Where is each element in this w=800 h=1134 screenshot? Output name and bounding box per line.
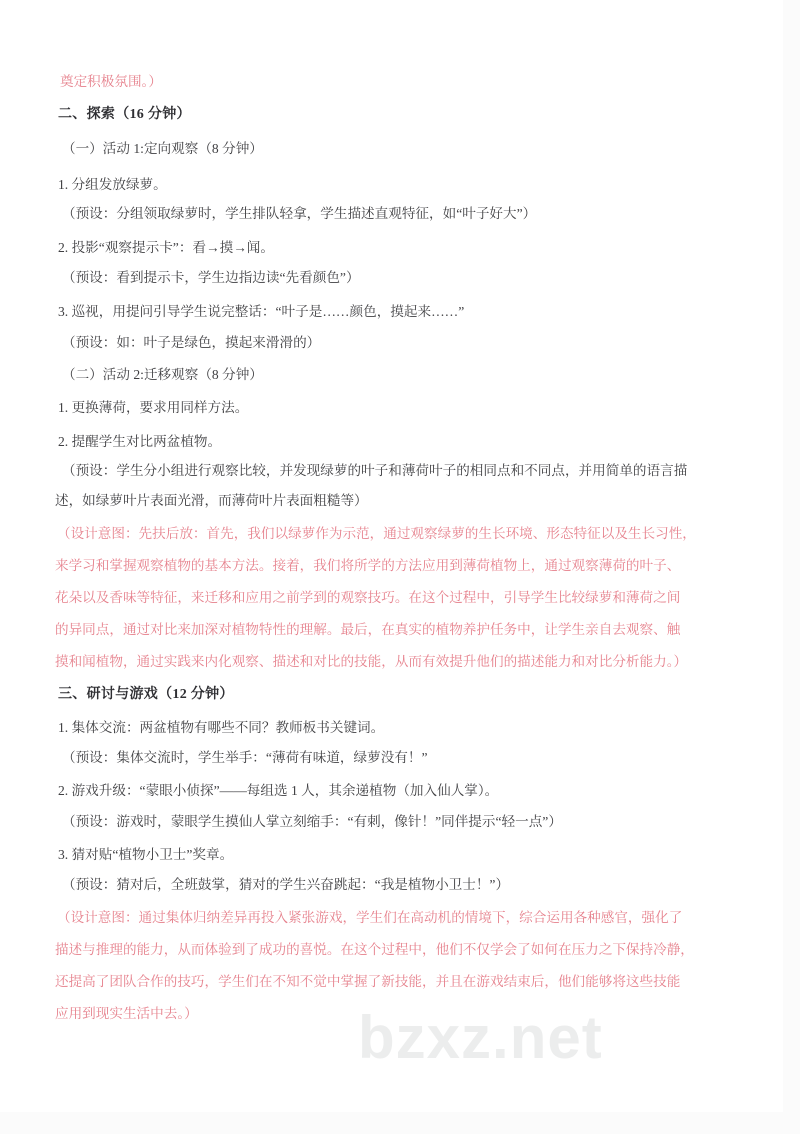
prediction-3-2: （预设：游戏时，蒙眼学生摸仙人掌立刻缩手：“有刺，像针！”同伴提示“轻一点”） (62, 814, 562, 829)
activity-2-title: （二）活动 2:迁移观察（8 分钟） (62, 367, 263, 382)
prediction-2-1-line-1: （预设：学生分小组进行观察比较，并发现绿萝的叶子和薄荷叶子的相同点和不同点，并用简单的语言描 (62, 463, 688, 478)
step-2-1: 1. 更换薄荷，要求用同样方法。 (58, 400, 249, 415)
step-3-3: 3. 猜对贴“植物小卫士”奖章。 (58, 847, 234, 862)
step-2-2: 2. 提醒学生对比两盆植物。 (58, 434, 222, 449)
design-intent-1-line-3: 花朵以及香味等特征，来迁移和应用之前学到的观察技巧。在这个过程中，引导学生比较绿萝和薄荷之间 (55, 590, 681, 605)
design-intent-2-line-1: （设计意图：通过集体归纳差异再投入紧张游戏，学生们在高动机的情境下，综合运用各种感官，强化了 (57, 910, 683, 925)
prediction-2-1-line-2: 述，如绿萝叶片表面光滑，而薄荷叶片表面粗糙等） (55, 493, 368, 508)
design-note-continuation: 奠定积极氛围。） (60, 74, 162, 89)
prediction-1-2: （预设：看到提示卡，学生边指边读“先看颜色”） (62, 270, 360, 285)
step-1-3: 3. 巡视，用提问引导学生说完整话：“叶子是……颜色，摸起来……” (58, 304, 465, 319)
design-intent-1-line-2: 来学习和掌握观察植物的基本方法。接着，我们将所学的方法应用到薄荷植物上，通过观察薄荷的叶子、 (55, 558, 681, 573)
section-heading-discussion-game: 三、研讨与游戏（12 分钟） (58, 687, 234, 702)
step-3-1: 1. 集体交流：两盆植物有哪些不同？教师板书关键词。 (58, 720, 385, 735)
prediction-3-1: （预设：集体交流时，学生举手：“薄荷有味道，绿萝没有！” (62, 750, 428, 765)
step-1-1: 1. 分组发放绿萝。 (58, 177, 167, 192)
step-3-2: 2. 游戏升级：“蒙眼小侦探”——每组选 1 人，其余递植物（加入仙人掌）。 (58, 783, 499, 798)
step-1-2: 2. 投影“观察提示卡”：看→摸→闻。 (58, 240, 274, 255)
design-intent-2-line-4: 应用到现实生活中去。） (55, 1006, 198, 1021)
prediction-1-3: （预设：如：叶子是绿色，摸起来滑滑的） (62, 335, 321, 350)
section-heading-explore: 二、探索（16 分钟） (58, 107, 191, 122)
prediction-1-1: （预设：分组领取绿萝时，学生排队轻拿，学生描述直观特征，如“叶子好大”） (62, 206, 537, 221)
site-watermark: bzxz.net (358, 1004, 603, 1071)
design-intent-1-line-5: 摸和闻植物，通过实践来内化观察、描述和对比的技能，从而有效提升他们的描述能力和对比分析能力。） (55, 654, 688, 669)
prediction-3-3: （预设：猜对后，全班鼓掌，猜对的学生兴奋跳起：“我是植物小卫士！”） (62, 877, 510, 892)
design-intent-2-line-2: 描述与推理的能力，从而体验到了成功的喜悦。在这个过程中，他们不仅学会了如何在压力之下保持冷静， (55, 942, 694, 957)
design-intent-1-line-1: （设计意图：先扶后放：首先，我们以绿萝作为示范，通过观察绿萝的生长环境、形态特征以及生长习性， (57, 526, 696, 541)
activity-1-title: （一）活动 1:定向观察（8 分钟） (62, 141, 263, 156)
design-intent-1-line-4: 的异同点，通过对比来加深对植物特性的理解。最后，在真实的植物养护任务中，让学生亲自去观察、触 (55, 622, 681, 637)
design-intent-2-line-3: 还提高了团队合作的技巧，学生们在不知不觉中掌握了新技能，并且在游戏结束后，他们能够将这些技能 (55, 974, 681, 989)
